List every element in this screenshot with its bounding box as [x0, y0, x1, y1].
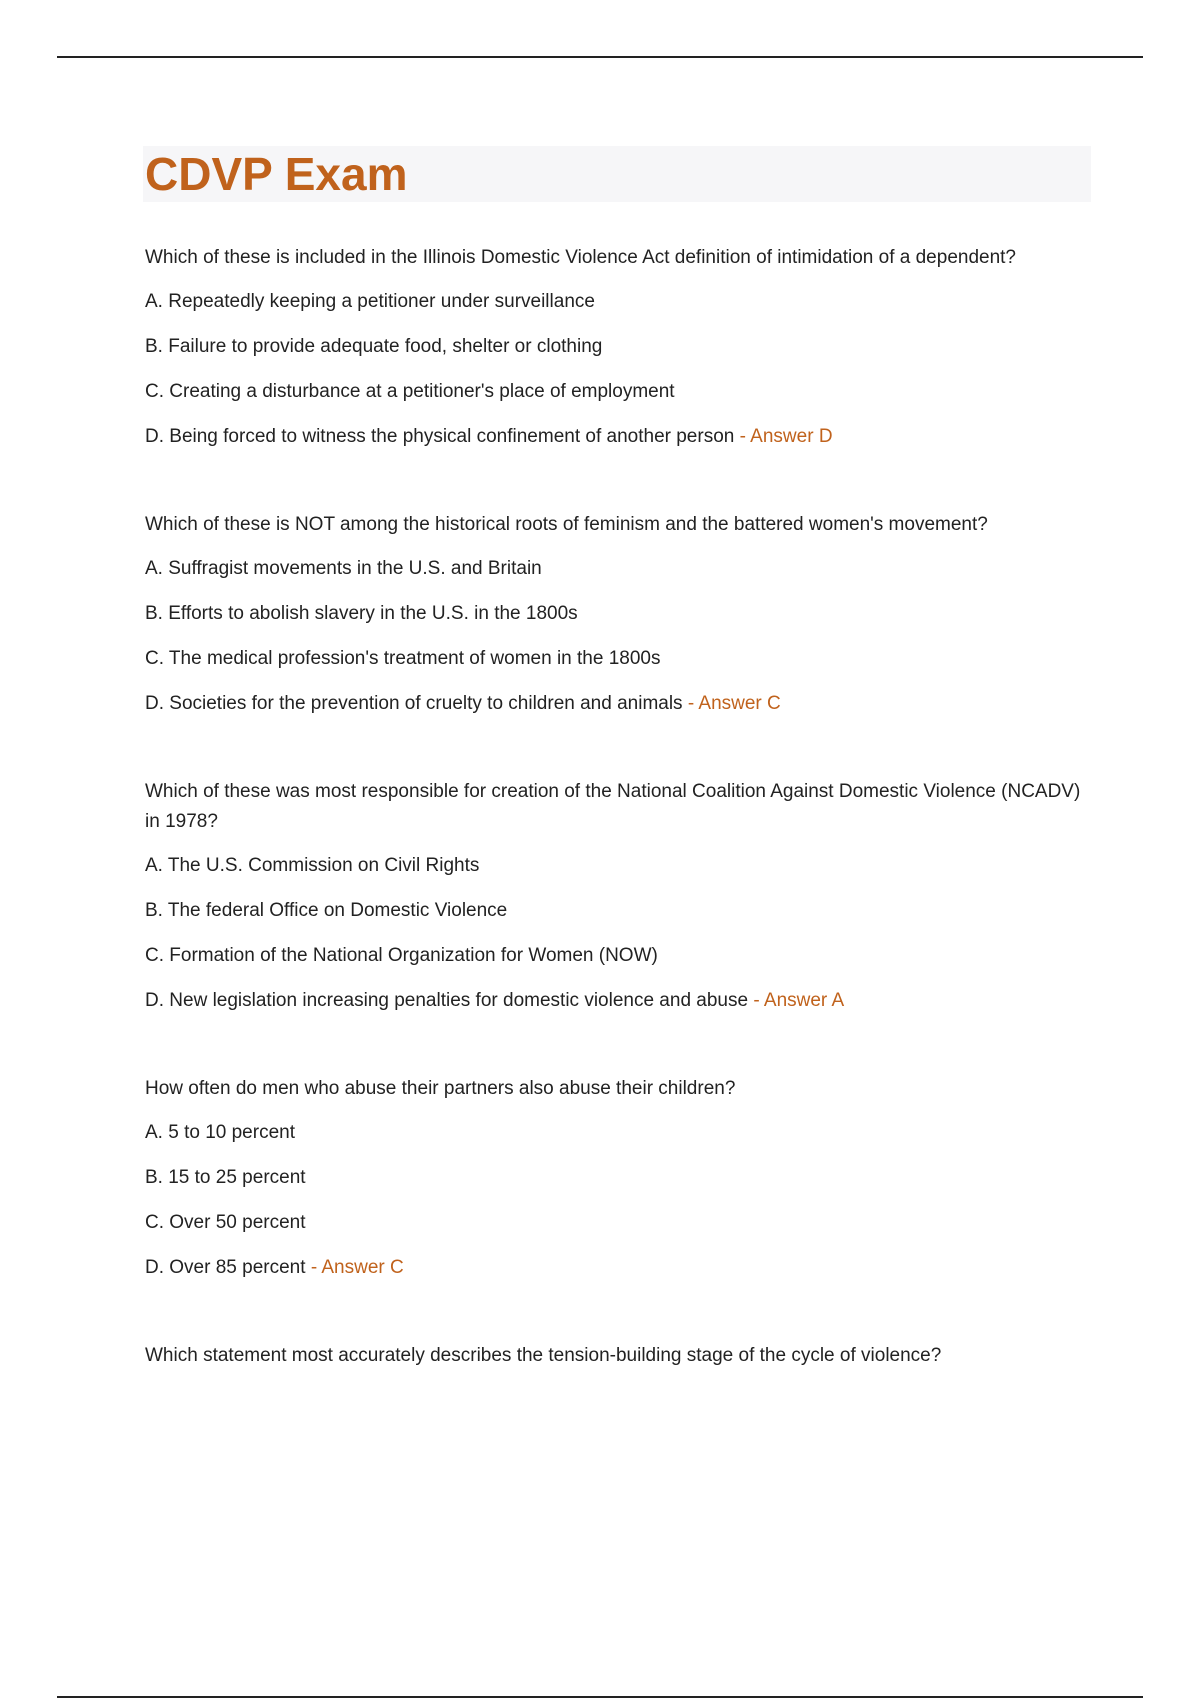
- option-d: [145, 986, 1085, 1016]
- option-d: [145, 1253, 1085, 1283]
- option-c: C. Over 50 percent: [145, 1212, 306, 1233]
- question-text: Which of these is included in the Illinois Domestic Violence Act definition of intimidation of a dependent?: [145, 247, 1016, 268]
- question-text: Which of these is NOT among the historical roots of feminism and the battered women's movement?: [145, 514, 988, 535]
- page-title: CDVP Exam: [145, 148, 408, 200]
- question-block-2: [145, 510, 1085, 719]
- option-d-text: D. New legislation increasing penalties for domestic violence and abuse: [145, 990, 749, 1011]
- answer-label: - Answer C: [310, 1257, 404, 1278]
- document-body: [145, 243, 1085, 1429]
- question-block-3: [145, 777, 1085, 1016]
- answer-label: - Answer D: [739, 426, 833, 447]
- option-a: A. The U.S. Commission on Civil Rights: [145, 855, 480, 876]
- option-d-text: D. Over 85 percent: [145, 1257, 306, 1278]
- option-b: B. Failure to provide adequate food, shelter or clothing: [145, 336, 603, 357]
- question-block-4: [145, 1074, 1085, 1283]
- question-text: Which statement most accurately describes the tension-building stage of the cycle of violence?: [145, 1345, 942, 1366]
- option-b: B. 15 to 25 percent: [145, 1167, 306, 1188]
- option-c: C. The medical profession's treatment of women in the 1800s: [145, 648, 661, 669]
- option-d: [145, 422, 1085, 452]
- option-a: A. Suffragist movements in the U.S. and Britain: [145, 558, 542, 579]
- answer-label: - Answer C: [687, 693, 781, 714]
- header-rule: [57, 56, 1143, 58]
- question-block-1: [145, 243, 1085, 452]
- option-b: B. Efforts to abolish slavery in the U.S. in the 1800s: [145, 603, 578, 624]
- option-d-text: D. Societies for the prevention of cruelty to children and animals: [145, 693, 683, 714]
- option-c: C. Creating a disturbance at a petitioner's place of employment: [145, 381, 675, 402]
- option-b: B. The federal Office on Domestic Violence: [145, 900, 508, 921]
- option-c: C. Formation of the National Organization for Women (NOW): [145, 945, 658, 966]
- question-block-5: [145, 1341, 1085, 1371]
- question-text: Which of these was most responsible for creation of the National Coalition Against Domestic Violence (NCADV) in 1978?: [145, 781, 1081, 832]
- option-a: A. Repeatedly keeping a petitioner under surveillance: [145, 291, 595, 312]
- option-d-text: D. Being forced to witness the physical confinement of another person: [145, 426, 735, 447]
- option-d: [145, 689, 1085, 719]
- footer-rule: [57, 1696, 1143, 1698]
- question-text: How often do men who abuse their partners also abuse their children?: [145, 1078, 736, 1099]
- option-a: A. 5 to 10 percent: [145, 1122, 295, 1143]
- answer-label: - Answer A: [753, 990, 845, 1011]
